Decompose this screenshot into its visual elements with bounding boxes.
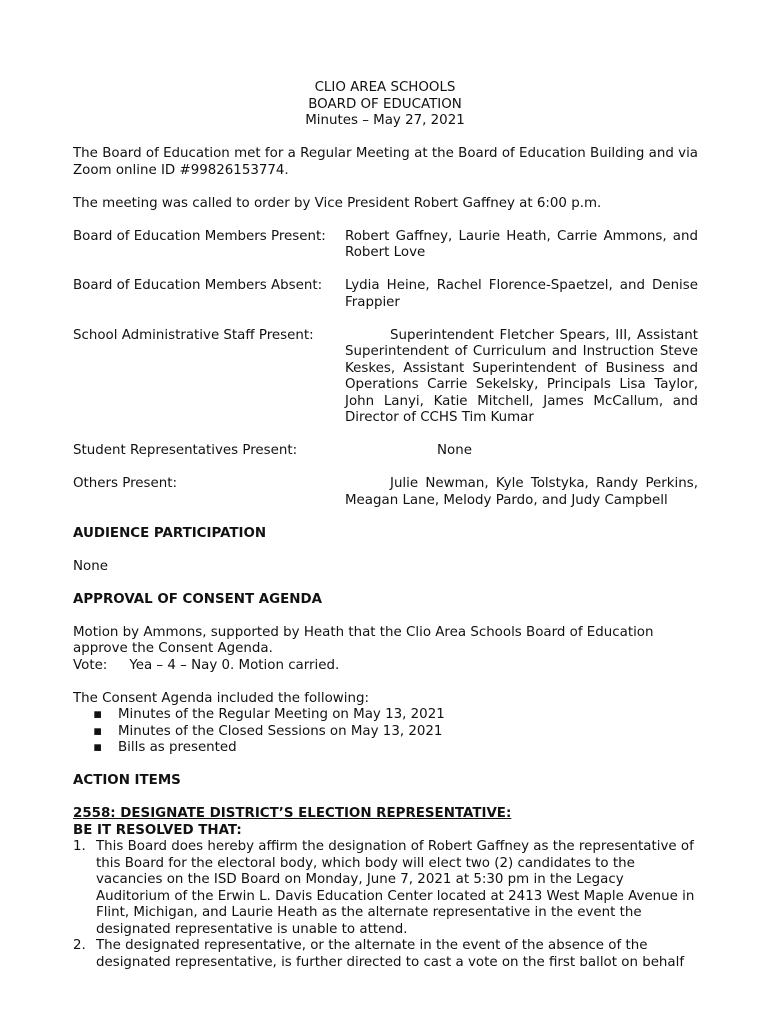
audience-text: None: [73, 558, 108, 574]
intro-paragraph: The Board of Education met for a Regular Meeting at the Board of Education Building and via Zoom online ID #99826153774.: [73, 146, 698, 178]
board-name: BOARD OF EDUCATION: [308, 96, 462, 112]
members-present-label: Board of Education Members Present:: [73, 228, 326, 244]
others-present-row: [73, 476, 698, 509]
members-present-row: [73, 229, 698, 262]
minutes-date: Minutes – May 27, 2021: [305, 113, 465, 128]
resolved-heading: BE IT RESOLVED THAT:: [73, 822, 242, 838]
consent-heading: APPROVAL OF CONSENT AGENDA: [73, 591, 322, 607]
others-present-label: Others Present:: [73, 476, 178, 491]
staff-present-row: [73, 328, 698, 427]
bullet-icon: ▪: [93, 723, 103, 739]
audience-heading: AUDIENCE PARTICIPATION: [73, 525, 267, 541]
list-item: ▪ Minutes of the Regular Meeting on May 13, 2021: [93, 707, 445, 722]
members-present-value: Robert Gaffney, Laurie Heath, Carrie Ammons, and Robert Love: [345, 228, 698, 260]
resolution-title: 2558: DESIGNATE DISTRICT’S ELECTION REPRESENTATIVE:: [73, 806, 512, 821]
consent-included: The Consent Agenda included the following:: [73, 690, 369, 706]
list-item: 1. This Board does hereby affirm the designation of Robert Gaffney as the representative of this Board for the electoral body, which body will elect two (2) candidates to the vacancies on the ISD Board on Monday, June 7, 2021 at 5:30 pm in the Legacy Auditorium of the Erwin L. Davis Education Center located at 2413 West Maple Avenue in Flint, Michigan, and Laurie Heath as the alternate representative in the event the designated representative is unable to attend.: [73, 839, 695, 937]
staff-present-value: Superintendent Fletcher Spears, III, Assistant Superintendent of Curriculum and Instruction Steve Keskes, Assistant Superintendent of Business and Operations Carrie Sekelsky, Principals Lisa Taylor, John Lanyi, Katie Mitchell, James McCallum, and Director of CCHS Tim Kumar: [345, 327, 698, 425]
vote-label: Vote:: [73, 657, 108, 673]
staff-present-label: School Administrative Staff Present:: [73, 327, 314, 343]
others-present-value: Julie Newman, Kyle Tolstyka, Randy Perkins, Meagan Lane, Melody Pardo, and Judy Campbell: [345, 476, 698, 508]
members-absent-value: Lydia Heine, Rachel Florence-Spaetzel, and Denise Frappier: [345, 278, 698, 310]
consent-vote: [73, 658, 698, 675]
students-present-row: [73, 443, 698, 460]
members-absent-label: Board of Education Members Absent:: [73, 278, 323, 293]
students-present-value: None: [437, 443, 472, 458]
action-heading: ACTION ITEMS: [73, 773, 181, 788]
bullet-icon: ▪: [93, 707, 103, 722]
members-absent-row: [73, 278, 698, 311]
bullet-icon: ▪: [93, 740, 103, 755]
students-present-label: Student Representatives Present:: [73, 443, 298, 458]
list-item: 2. The designated representative, or the alternate in the event of the absence of the designated representative, is further directed to cast a vote on the first ballot on behalf: [73, 938, 685, 970]
consent-motion: Motion by Ammons, supported by Heath that the Clio Area Schools Board of Education approve the Consent Agenda.: [73, 624, 654, 656]
list-item: ▪ Bills as presented: [93, 740, 237, 755]
call-to-order: The meeting was called to order by Vice President Robert Gaffney at 6:00 p.m.: [73, 195, 602, 211]
consent-items-list: [73, 707, 698, 757]
list-item: ▪ Minutes of the Closed Sessions on May 13, 2021: [93, 723, 443, 739]
document-body: [73, 146, 698, 971]
vote-text: Yea – 4 – Nay 0. Motion carried.: [129, 657, 340, 673]
document-header: [0, 80, 770, 130]
resolution-items: [73, 839, 698, 971]
org-name: CLIO AREA SCHOOLS: [314, 80, 456, 95]
